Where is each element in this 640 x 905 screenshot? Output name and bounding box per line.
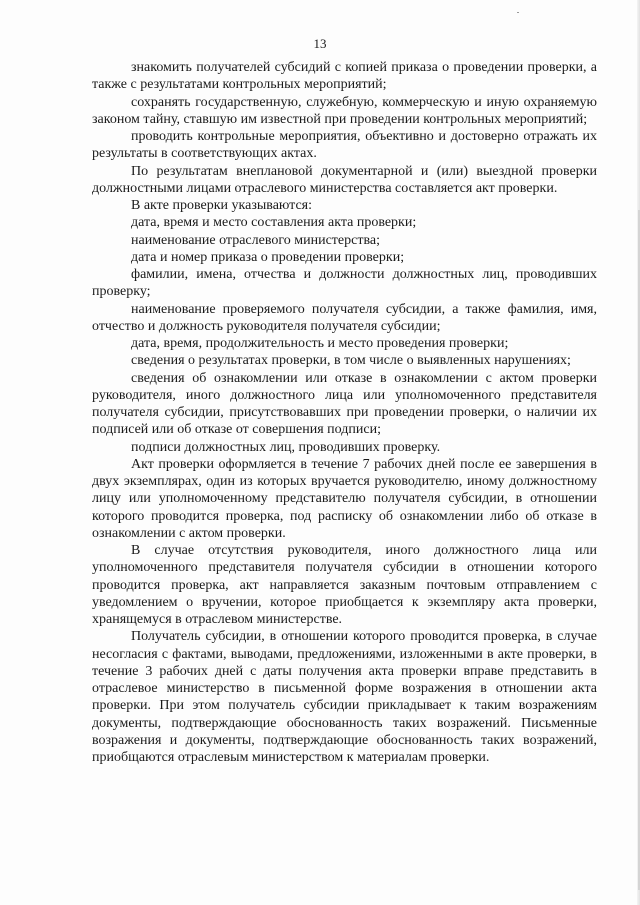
paragraph: дата, время и место составления акта проверки;: [131, 215, 417, 231]
paragraph: Получатель субсидии, в отношении которого проводится проверка, в случае несогласия с фактами, выводами, предложениями, изложенными в акте проверки, в течение 3 рабочих дней с даты получения акта проверки вправе представить в отраслевое министерство в письменной форме возражения в отношении акта проверки. При этом получатель субсидии прикладывает к таким возражениям документы, подтверждающие обоснованность таких возражений. Письменные возражения и документы, подтверждающие обоснованность таких возражений, приобщаются отраслевым министерством к материалам проверки.: [92, 629, 597, 765]
paragraph: дата, время, продолжительность и место проведения проверки;: [131, 336, 509, 351]
paragraph: сведения о результатах проверки, в том числе о выявленных нарушениях;: [131, 353, 571, 369]
paragraph: сохранять государственную, служебную, коммерческую и иную охраняемую законом тайну, ставшую им известной при проведении контрольных мероприятий;: [92, 94, 597, 127]
paragraph: В акте проверки указываются:: [131, 198, 313, 213]
paragraph: сведения об ознакомлении или отказе в ознакомлении с актом проверки руководителя, иного должностного лица или уполномоченного представителя получателя субсидии, присутствовавших при проведении проверки, о наличии их подписей или об отказе от совершения подписи;: [92, 370, 597, 438]
scan-speck: [517, 12, 519, 13]
paragraph: наименование проверяемого получателя субсидии, а также фамилия, имя, отчество и должность руководителя получателя субсидии;: [92, 301, 597, 334]
document-body: [92, 59, 597, 766]
paragraph: дата и номер приказа о проведении проверки;: [131, 249, 405, 265]
paragraph: знакомить получателей субсидий с копией приказа о проведении проверки, а также с результатами контрольных мероприятий;: [92, 60, 597, 93]
paragraph: Акт проверки оформляется в течение 7 рабочих дней после ее завершения в двух экземплярах, один из которых вручается руководителю, иному должностному лицу или уполномоченному представителю получателя субсидии, в отношении которого проводится проверка, под расписку об ознакомлении либо об отказе в ознакомлении с актом проверки.: [92, 456, 597, 541]
page-number: 13: [313, 36, 327, 51]
paragraph: фамилии, имена, отчества и должности должностных лиц, проводивших проверку;: [92, 267, 597, 300]
paragraph: В случае отсутствия руководителя, иного должностного лица или уполномоченного представителя получателя субсидии в отношении которого проводится проверка, акт направляется заказным почтовым отправлением с уведомлением о вручении, которое приобщается к экземпляру акта проверки, хранящемуся в отраслевом министерстве.: [92, 543, 597, 627]
paragraph: По результатам внеплановой документарной и (или) выездной проверки должностными лицами отраслевого министерства составляется акт проверки.: [92, 163, 597, 196]
paragraph: наименование отраслевого министерства;: [131, 232, 380, 248]
paragraph: подписи должностных лиц, проводивших проверку.: [131, 439, 441, 455]
paragraph: проводить контрольные мероприятия, объективно и достоверно отражать их результаты в соответствующих актах.: [92, 129, 597, 162]
